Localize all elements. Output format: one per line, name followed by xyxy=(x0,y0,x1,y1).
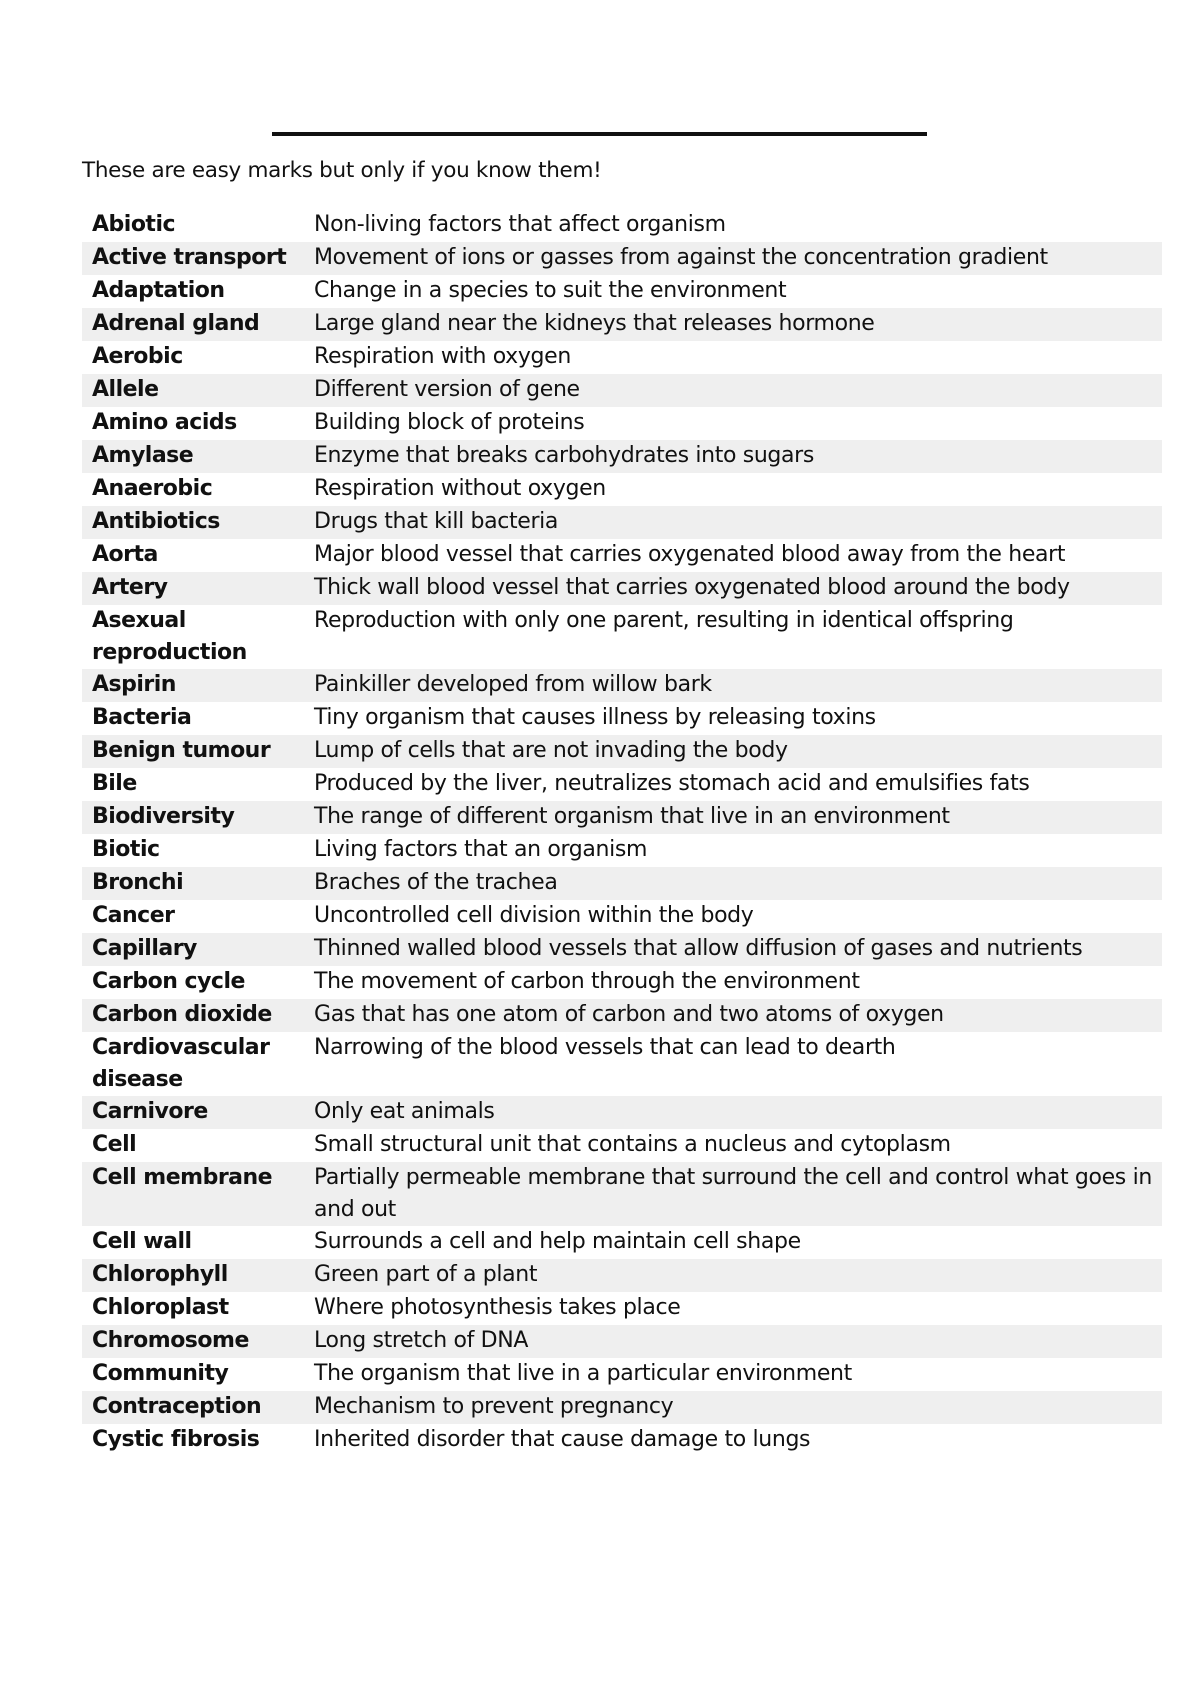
glossary-row xyxy=(82,1226,1162,1259)
glossary-term: Cancer xyxy=(92,903,175,928)
glossary-definition: Gas that has one atom of carbon and two atoms of oxygen xyxy=(314,1002,944,1027)
glossary-definition: The movement of carbon through the environment xyxy=(314,969,860,994)
glossary-definition: Change in a species to suit the environment xyxy=(314,278,787,303)
glossary-row xyxy=(82,1129,1162,1162)
glossary-term: Active transport xyxy=(92,245,287,270)
glossary-term: Capillary xyxy=(92,936,197,961)
glossary-row xyxy=(82,1162,1162,1226)
glossary-row xyxy=(82,1032,1162,1096)
glossary-definition: Non-living factors that affect organism xyxy=(314,212,726,237)
glossary-definition: Green part of a plant xyxy=(314,1262,538,1287)
glossary-definition: Major blood vessel that carries oxygenated blood away from the heart xyxy=(314,542,1066,567)
glossary-row xyxy=(82,702,1162,735)
glossary-term: Adrenal gland xyxy=(92,311,260,336)
glossary-row xyxy=(82,605,1162,669)
glossary-row xyxy=(82,275,1162,308)
glossary-definition: Small structural unit that contains a nucleus and cytoplasm xyxy=(314,1132,951,1157)
glossary-row xyxy=(82,1391,1162,1424)
glossary-row xyxy=(82,539,1162,572)
glossary-term: Bronchi xyxy=(92,870,184,895)
glossary-row xyxy=(82,1096,1162,1129)
glossary-term: Antibiotics xyxy=(92,509,220,534)
glossary-term: Bacteria xyxy=(92,705,192,730)
glossary-definition: Long stretch of DNA xyxy=(314,1328,529,1353)
glossary-term: Biotic xyxy=(92,837,160,862)
glossary-term: Carbon dioxide xyxy=(92,1002,272,1027)
glossary-definition: Thinned walled blood vessels that allow diffusion of gases and nutrients xyxy=(314,936,1083,961)
glossary-term: Amino acids xyxy=(92,410,237,435)
glossary-definition: The range of different organism that live in an environment xyxy=(314,804,950,829)
glossary-row xyxy=(82,669,1162,702)
glossary-row xyxy=(82,768,1162,801)
glossary-table xyxy=(82,209,1162,1457)
glossary-term: Cardiovascular disease xyxy=(92,1035,270,1092)
glossary-definition: Lump of cells that are not invading the body xyxy=(314,738,788,763)
glossary-term: Carnivore xyxy=(92,1099,208,1124)
glossary-row xyxy=(82,900,1162,933)
glossary-definition: Painkiller developed from willow bark xyxy=(314,672,712,697)
glossary-definition: Living factors that an organism xyxy=(314,837,648,862)
glossary-definition: Building block of proteins xyxy=(314,410,585,435)
glossary-definition: Narrowing of the blood vessels that can lead to dearth xyxy=(314,1035,896,1060)
glossary-term: Aorta xyxy=(92,542,158,567)
glossary-term: Abiotic xyxy=(92,212,176,237)
glossary-definition: Thick wall blood vessel that carries oxygenated blood around the body xyxy=(314,575,1070,600)
glossary-term: Chloroplast xyxy=(92,1295,229,1320)
glossary-row xyxy=(82,966,1162,999)
glossary-definition: Mechanism to prevent pregnancy xyxy=(314,1394,674,1419)
glossary-term: Community xyxy=(92,1361,229,1386)
glossary-term: Contraception xyxy=(92,1394,262,1419)
glossary-definition: Produced by the liver, neutralizes stomach acid and emulsifies fats xyxy=(314,771,1030,796)
glossary-definition: Respiration with oxygen xyxy=(314,344,571,369)
glossary-term: Benign tumour xyxy=(92,738,271,763)
glossary-row xyxy=(82,1358,1162,1391)
glossary-row xyxy=(82,933,1162,966)
glossary-term: Cell wall xyxy=(92,1229,192,1254)
glossary-term: Chromosome xyxy=(92,1328,249,1353)
glossary-row xyxy=(82,1259,1162,1292)
glossary-term: Chlorophyll xyxy=(92,1262,228,1287)
glossary-row xyxy=(82,1292,1162,1325)
glossary-definition: Movement of ions or gasses from against the concentration gradient xyxy=(314,245,1048,270)
glossary-definition: Drugs that kill bacteria xyxy=(314,509,559,534)
glossary-row xyxy=(82,801,1162,834)
glossary-term: Anaerobic xyxy=(92,476,213,501)
glossary-definition: Tiny organism that causes illness by releasing toxins xyxy=(314,705,876,730)
glossary-term: Allele xyxy=(92,377,159,402)
glossary-definition: Reproduction with only one parent, resulting in identical offspring xyxy=(314,608,1014,633)
glossary-definition: Different version of gene xyxy=(314,377,580,402)
glossary-term: Cell xyxy=(92,1132,137,1157)
glossary-definition: Surrounds a cell and help maintain cell shape xyxy=(314,1229,801,1254)
glossary-definition: Inherited disorder that cause damage to lungs xyxy=(314,1427,811,1452)
glossary-row xyxy=(82,999,1162,1032)
glossary-term: Cell membrane xyxy=(92,1165,273,1190)
glossary-row xyxy=(82,867,1162,900)
glossary-term: Adaptation xyxy=(92,278,225,303)
glossary-term: Cystic fibrosis xyxy=(92,1427,260,1452)
glossary-definition: Respiration without oxygen xyxy=(314,476,606,501)
glossary-row xyxy=(82,242,1162,275)
glossary-term: Biodiversity xyxy=(92,804,235,829)
glossary-term: Bile xyxy=(92,771,137,796)
glossary-row xyxy=(82,473,1162,506)
glossary-row xyxy=(82,209,1162,242)
glossary-definition: Enzyme that breaks carbohydrates into sugars xyxy=(314,443,814,468)
glossary-term: Asexual reproduction xyxy=(92,608,247,665)
glossary-row xyxy=(82,407,1162,440)
glossary-row xyxy=(82,834,1162,867)
glossary-term: Aspirin xyxy=(92,672,176,697)
glossary-row xyxy=(82,440,1162,473)
glossary-row xyxy=(82,572,1162,605)
glossary-row xyxy=(82,1325,1162,1358)
glossary-row xyxy=(82,308,1162,341)
glossary-definition: Uncontrolled cell division within the body xyxy=(314,903,754,928)
glossary-term: Amylase xyxy=(92,443,194,468)
title-rule xyxy=(272,132,927,136)
glossary-term: Artery xyxy=(92,575,168,600)
glossary-definition: The organism that live in a particular environment xyxy=(314,1361,852,1386)
glossary-row xyxy=(82,735,1162,768)
glossary-definition: Only eat animals xyxy=(314,1099,495,1124)
glossary-term: Carbon cycle xyxy=(92,969,245,994)
glossary-row xyxy=(82,374,1162,407)
glossary-definition: Where photosynthesis takes place xyxy=(314,1295,681,1320)
intro-text: These are easy marks but only if you know them! xyxy=(82,158,602,183)
glossary-row xyxy=(82,341,1162,374)
glossary-row xyxy=(82,1424,1162,1457)
glossary-definition: Partially permeable membrane that surround the cell and control what goes in and out xyxy=(314,1165,1152,1222)
glossary-row xyxy=(82,506,1162,539)
glossary-term: Aerobic xyxy=(92,344,183,369)
glossary-definition: Braches of the trachea xyxy=(314,870,558,895)
glossary-definition: Large gland near the kidneys that releases hormone xyxy=(314,311,875,336)
